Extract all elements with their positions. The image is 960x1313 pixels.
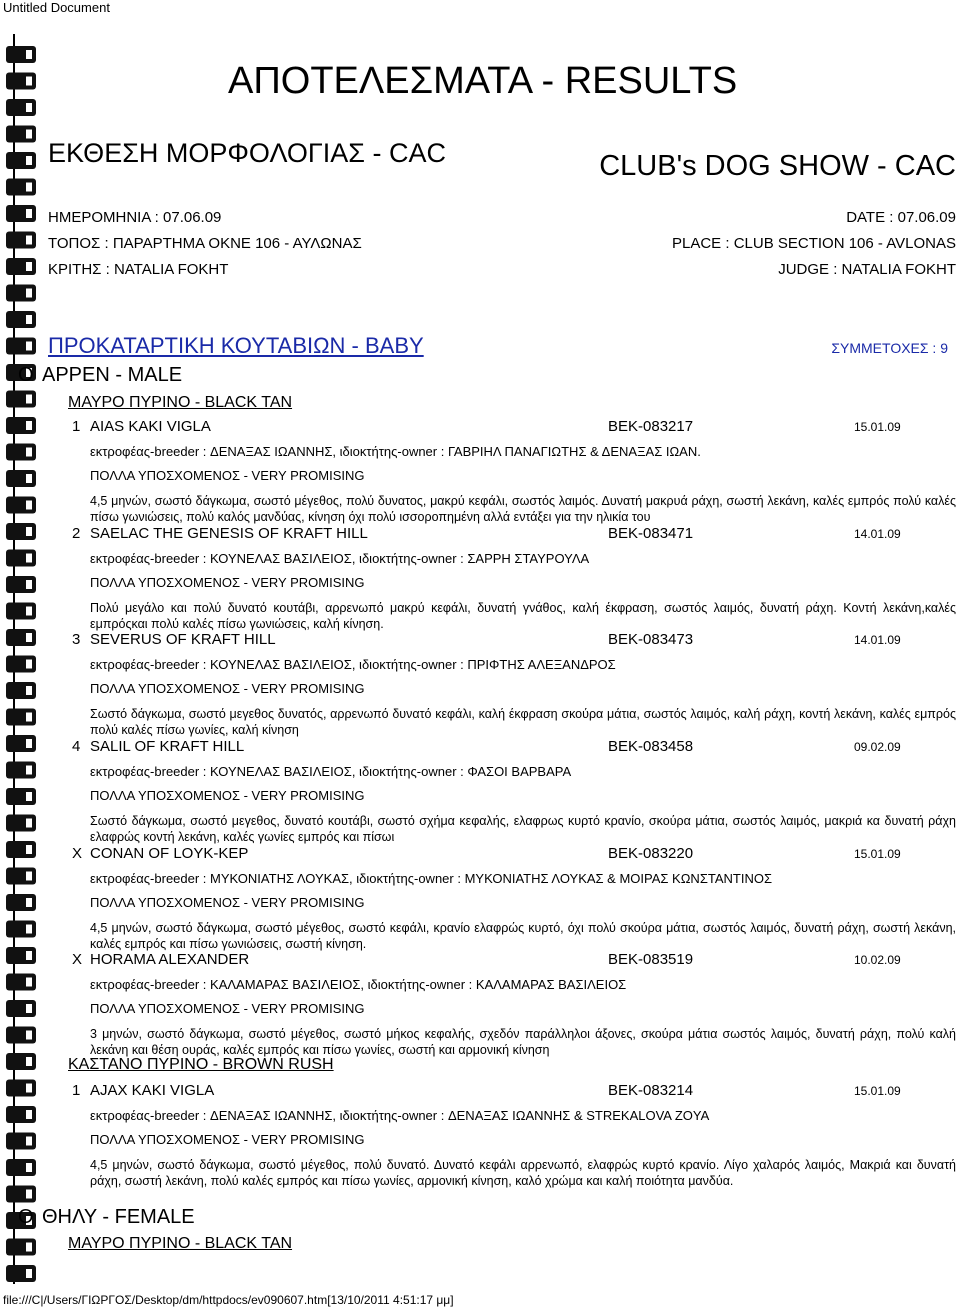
binder-ring-hole xyxy=(26,156,32,165)
entry-rank: 4 xyxy=(72,738,81,755)
entry-grade: ΠΟΛΛΑ ΥΠΟΣΧΟΜΕΝΟΣ - VERY PROMISING xyxy=(90,895,365,910)
entry-critique: 4,5 μηνών, σωστό δάγκωμα, σωστό μέγεθος, πολύ δυνατος, μακρύ κεφάλι, σωστός λαιμός. Δυνατή μακρυά ράχη, σωστή λεκάνη, καλές εμπρός πολύ καλές πίσω γωνιώσεις, πολύ καλός μανδύας, κίνηση όχι πολύ ισσοροπημένη αλλά εντάξει για την ηλικία του xyxy=(90,494,956,524)
page-title: ΑΠΟΤΕΛΕΣΜΑΤΑ - RESULTS xyxy=(228,60,738,102)
show-title-en: CLUB's DOG SHOW - CAC xyxy=(599,150,956,182)
entry xyxy=(70,631,956,737)
file-path-footer: file:///C|/Users/ΓΙΩΡΓΟΣ/Desktop/dm/httpdocs/ev090607.htm[13/10/2011 4:51:17 μμ] xyxy=(3,1293,454,1307)
binder-ring-hole xyxy=(26,315,32,324)
binder-ring-hole xyxy=(26,898,32,907)
date-gr: ΗΜΕΡΟΜΗΝΙΑ : 07.06.09 xyxy=(48,209,222,226)
entry-critique: Σωστό δάγκωμα, σωστό μεγεθος δυνατός, αρρενωπό δυνατό κεφάλι, καλή έκφραση σκούρα μάτια, σωστός λαιμός, καλή ράχη, κοντή λεκάνη, καλές εμπρός πολύ καλές πίσω γωνίες, καλή κίνηση xyxy=(90,707,956,737)
entry-rank: 2 xyxy=(72,525,81,542)
binder-ring-hole xyxy=(26,978,32,987)
binder-ring-hole xyxy=(26,713,32,722)
entry-rank: X xyxy=(72,845,83,862)
participants-count: ΣΥΜΜΕΤΟΧΕΣ : 9 xyxy=(831,340,948,356)
binder-ring-hole xyxy=(26,554,32,563)
entry-grade: ΠΟΛΛΑ ΥΠΟΣΧΟΜΕΝΟΣ - VERY PROMISING xyxy=(90,575,365,590)
binder-ring-hole xyxy=(26,1137,32,1146)
place-gr: ΤΟΠΟΣ : ΠΑΡΑΡΤΗΜΑ ΟΚΝΕ 106 - ΑΥΛΩΝΑΣ xyxy=(48,235,362,252)
binder-ring-hole xyxy=(26,1110,32,1119)
color-heading-brown-rush[interactable]: ΚΑΣΤΑΝΟ ΠΥΡΙΝΟ - BROWN RUSH xyxy=(68,1056,334,1073)
binder-ring-hole xyxy=(26,289,32,298)
section-heading[interactable]: ΠΡΟΚΑΤΑΡΤΙΚΗ ΚΟΥΤΑΒΙΩΝ - BABY xyxy=(48,333,424,358)
binder-ring-hole xyxy=(26,951,32,960)
entry-date: 10.02.09 xyxy=(854,953,901,967)
binder-ring-hole xyxy=(26,262,32,271)
entry-breeder: εκτροφέας-breeder : ΔΕΝΑΞΑΣ ΙΩΑΝΝΗΣ, ιδιοκτήτης-owner : ΔΕΝΑΞΑΣ ΙΩΑΝΝΗΣ & STREKALOVA ZOYA xyxy=(90,1108,710,1123)
binder-ring-hole xyxy=(26,1190,32,1199)
binder-ring-hole xyxy=(26,607,32,616)
binder-ring-hole xyxy=(26,633,32,642)
entry-grade: ΠΟΛΛΑ ΥΠΟΣΧΟΜΕΝΟΣ - VERY PROMISING xyxy=(90,788,365,803)
entry-name: SALIL OF KRAFT HILL xyxy=(90,738,245,755)
sex-heading-male xyxy=(18,364,183,387)
binder-ring-hole xyxy=(26,766,32,775)
entry-name: SEVERUS OF KRAFT HILL xyxy=(90,631,276,648)
binder-ring-hole xyxy=(26,1163,32,1172)
entry-reg: BEK-083519 xyxy=(608,951,694,968)
entry-reg: BEK-083458 xyxy=(608,738,694,755)
binder-ring-hole xyxy=(26,448,32,457)
entry-name: SAELAC THE GENESIS OF KRAFT HILL xyxy=(90,525,368,542)
entry-grade: ΠΟΛΛΑ ΥΠΟΣΧΟΜΕΝΟΣ - VERY PROMISING xyxy=(90,1132,365,1147)
binder-ring-hole xyxy=(26,845,32,854)
binder-ring-hole xyxy=(26,209,32,218)
entry-reg: BEK-083220 xyxy=(608,845,694,862)
entry-reg: BEK-083473 xyxy=(608,631,694,648)
entry-name: HORAMA ALEXANDER xyxy=(90,951,250,968)
entry-rank: 3 xyxy=(72,631,81,648)
entry-reg: BEK-083471 xyxy=(608,525,694,542)
sex-mark: Ο xyxy=(18,1206,34,1228)
binder-ring-hole xyxy=(26,50,32,59)
entry xyxy=(70,418,956,524)
binder-edge xyxy=(0,34,44,1284)
sex-label: ΘΗΛΥ - FEMALE xyxy=(42,1206,195,1228)
entry-date: 09.02.09 xyxy=(854,740,901,754)
entry-breeder: εκτροφέας-breeder : ΜΥΚΟΝΙΑΤΗΣ ΛΟΥΚΑΣ, ιδιοκτήτης-owner : ΜΥΚΟΝΙΑΤΗΣ ΛΟΥΚΑΣ & ΜΟΙΡΑΣ ΚΩΝΣΤΑΝΤΙΝΟΣ xyxy=(90,871,772,886)
entry-critique: 4,5 μηνών, σωστό δάγκωμα, σωστό μέγεθος, πολύ δυνατό. Δυνατό κεφάλι αρρενωπό, ελαφρώς κυρτό κρανίο. Λίγο χαλαρός λαιμός, Μακριά και δυνατή ράχη, σωστή λεκάνη, πολύ καλές εμπρός και πίσω γωνίες, αρμονική κίνηση, καλό χρώμα και καλή ποιότητα μανδύα. xyxy=(90,1158,956,1188)
entry xyxy=(70,1082,956,1188)
entry xyxy=(70,525,956,631)
binder-ring-hole xyxy=(26,527,32,536)
binder-ring-hole xyxy=(26,1084,32,1093)
binder-ring-hole xyxy=(26,77,32,86)
entry-date: 14.01.09 xyxy=(854,633,901,647)
binder-ring-hole xyxy=(26,183,32,192)
entry xyxy=(70,951,956,1057)
color-heading-black-tan[interactable]: ΜΑΥΡΟ ΠΥΡΙΝΟ - BLACK TAN xyxy=(68,394,293,411)
entry-breeder: εκτροφέας-breeder : ΚΟΥΝΕΛΑΣ ΒΑΣΙΛΕΙΟΣ, ιδιοκτήτης-owner : ΦΑΣΟΙ ΒΑΡΒΑΡΑ xyxy=(90,764,572,779)
binder-ring-hole xyxy=(26,925,32,934)
browser-title: Untitled Document xyxy=(3,0,110,15)
entry-critique: Σωστό δάγκωμα, σωστό μεγεθος, δυνατό κουτάβι, σωστό σχήμα κεφαλής, ελαφρως κυρτό κρανίο, σκούρα μάτια, σωστός λαιμός, μακριά κα δυνατή ράχη ελαφρώς κοντή λεκάνη, καλές γωνίες εμπρός και πίσωι xyxy=(90,814,956,844)
binder-ring-hole xyxy=(26,1031,32,1040)
binder-ring-hole xyxy=(26,686,32,695)
entry-grade: ΠΟΛΛΑ ΥΠΟΣΧΟΜΕΝΟΣ - VERY PROMISING xyxy=(90,681,365,696)
binder-ring-hole xyxy=(26,819,32,828)
entry-breeder: εκτροφέας-breeder : ΚΑΛΑΜΑΡΑΣ ΒΑΣΙΛΕΙΟΣ, ιδιοκτήτης-owner : ΚΑΛΑΜΑΡΑΣ ΒΑΣΙΛΕΙΟΣ xyxy=(90,977,627,992)
entry-reg: BEK-083217 xyxy=(608,418,694,435)
entry-name: AIAS KAKI VIGLA xyxy=(90,418,211,435)
entry-date: 15.01.09 xyxy=(854,1084,901,1098)
entry-critique: Πολύ μεγάλο και πολύ δυνατό κουτάβι, αρρενωπό μακρύ κεφάλι, δυνατή γνάθος, καλή έκφραση, σωστός λαιμός, δυνατή ράχη. Κοντή λεκάνη,καλές εμπρόςκαι πολύ καλές πίσω γωνιώσεις, καλή κίνηση. xyxy=(90,601,956,631)
entry-date: 14.01.09 xyxy=(854,527,901,541)
binder-ring-hole xyxy=(26,792,32,801)
entry-breeder: εκτροφέας-breeder : ΚΟΥΝΕΛΑΣ ΒΑΣΙΛΕΙΟΣ, ιδιοκτήτης-owner : ΠΡΙΦΤΗΣ ΑΛΕΞΑΝΔΡΟΣ xyxy=(90,657,616,672)
binder-ring-hole xyxy=(26,580,32,589)
entry-grade: ΠΟΛΛΑ ΥΠΟΣΧΟΜΕΝΟΣ - VERY PROMISING xyxy=(90,1001,365,1016)
entry-date: 15.01.09 xyxy=(854,420,901,434)
binder-ring-hole xyxy=(26,421,32,430)
binder-ring-hole xyxy=(26,474,32,483)
entry-breeder: εκτροφέας-breeder : ΚΟΥΝΕΛΑΣ ΒΑΣΙΛΕΙΟΣ, ιδιοκτήτης-owner : ΣΑΡΡΗ ΣΤΑΥΡΟΥΛΑ xyxy=(90,551,590,566)
binder-ring-hole xyxy=(26,1269,32,1278)
binder-ring-hole xyxy=(26,395,32,404)
judge-en: JUDGE : NATALIA FOKHT xyxy=(778,261,956,278)
binder-ring-hole xyxy=(26,501,32,510)
sex-label: ΑΡΡΕΝ - MALE xyxy=(42,364,183,386)
date-en: DATE : 07.06.09 xyxy=(846,209,956,226)
entry-critique: 4,5 μηνών, σωστό δάγκωμα, σωστό μέγεθος, σωστό κεφάλι, κρανίο ελαφρώς κυρτό, όχι πολύ σκούρα μάτια, σωστός λαιμός, δυνατή ράχη, σωστή λεκάνη, καλές εμπρός και πίσω γωνιώσεις, σωστή κίνηση. xyxy=(90,921,956,951)
show-title-gr: ΕΚΘΕΣΗ ΜΟΡΦΟΛΟΓΙΑΣ - CAC xyxy=(48,138,446,168)
binder-ring-hole xyxy=(26,739,32,748)
binder-ring-hole xyxy=(26,103,32,112)
entry-name: AJAX KAKI VIGLA xyxy=(90,1082,215,1099)
place-en: PLACE : CLUB SECTION 106 - AVLONAS xyxy=(672,235,956,252)
judge-gr: ΚΡΙΤΗΣ : NATALIA FOKHT xyxy=(48,261,229,278)
entry-grade: ΠΟΛΛΑ ΥΠΟΣΧΟΜΕΝΟΣ - VERY PROMISING xyxy=(90,468,365,483)
entry xyxy=(70,738,956,844)
binder-ring-hole xyxy=(26,872,32,881)
entry-rank: 1 xyxy=(72,1082,81,1099)
entry-rank: 1 xyxy=(72,418,81,435)
binder-ring-hole xyxy=(26,1243,32,1252)
binder-ring-hole xyxy=(26,1004,32,1013)
binder-ring-hole xyxy=(26,236,32,245)
entry-name: CONAN OF LOYK-KEP xyxy=(90,845,249,862)
binder-ring-hole xyxy=(26,1057,32,1066)
entry xyxy=(70,845,956,951)
entry-date: 15.01.09 xyxy=(854,847,901,861)
sex-heading-female xyxy=(18,1206,195,1229)
binder-ring-hole xyxy=(26,130,32,139)
binder-ring-hole xyxy=(26,660,32,669)
entry-rank: X xyxy=(72,951,83,968)
entry-critique: 3 μηνών, σωστό δάγκωμα, σωστό μέγεθος, σωστό μήκος κεφαλής, σχεδόν παράλληλοι άξονες, σκούρα μάτια σωστός λαιμός, δυνατή ράχη, πολύ καλή λεκάνη και θέση ουράς, καλές εμπρός και πίσω γωνίες, σωστή και αρμονική κίνηση xyxy=(90,1027,956,1057)
sex-mark: Ο xyxy=(18,364,34,386)
entry-breeder: εκτροφέας-breeder : ΔΕΝΑΞΑΣ ΙΩΑΝΝΗΣ, ιδιοκτήτης-owner : ΓΑΒΡΙΗΛ ΠΑΝΑΓΙΩΤΗΣ & ΔΕΝΑΞΑΣ ΙΩΑΝ. xyxy=(90,444,701,459)
binder-ring-hole xyxy=(26,342,32,351)
entry-reg: BEK-083214 xyxy=(608,1082,694,1099)
color-heading-black-tan-female[interactable]: ΜΑΥΡΟ ΠΥΡΙΝΟ - BLACK TAN xyxy=(68,1235,293,1252)
